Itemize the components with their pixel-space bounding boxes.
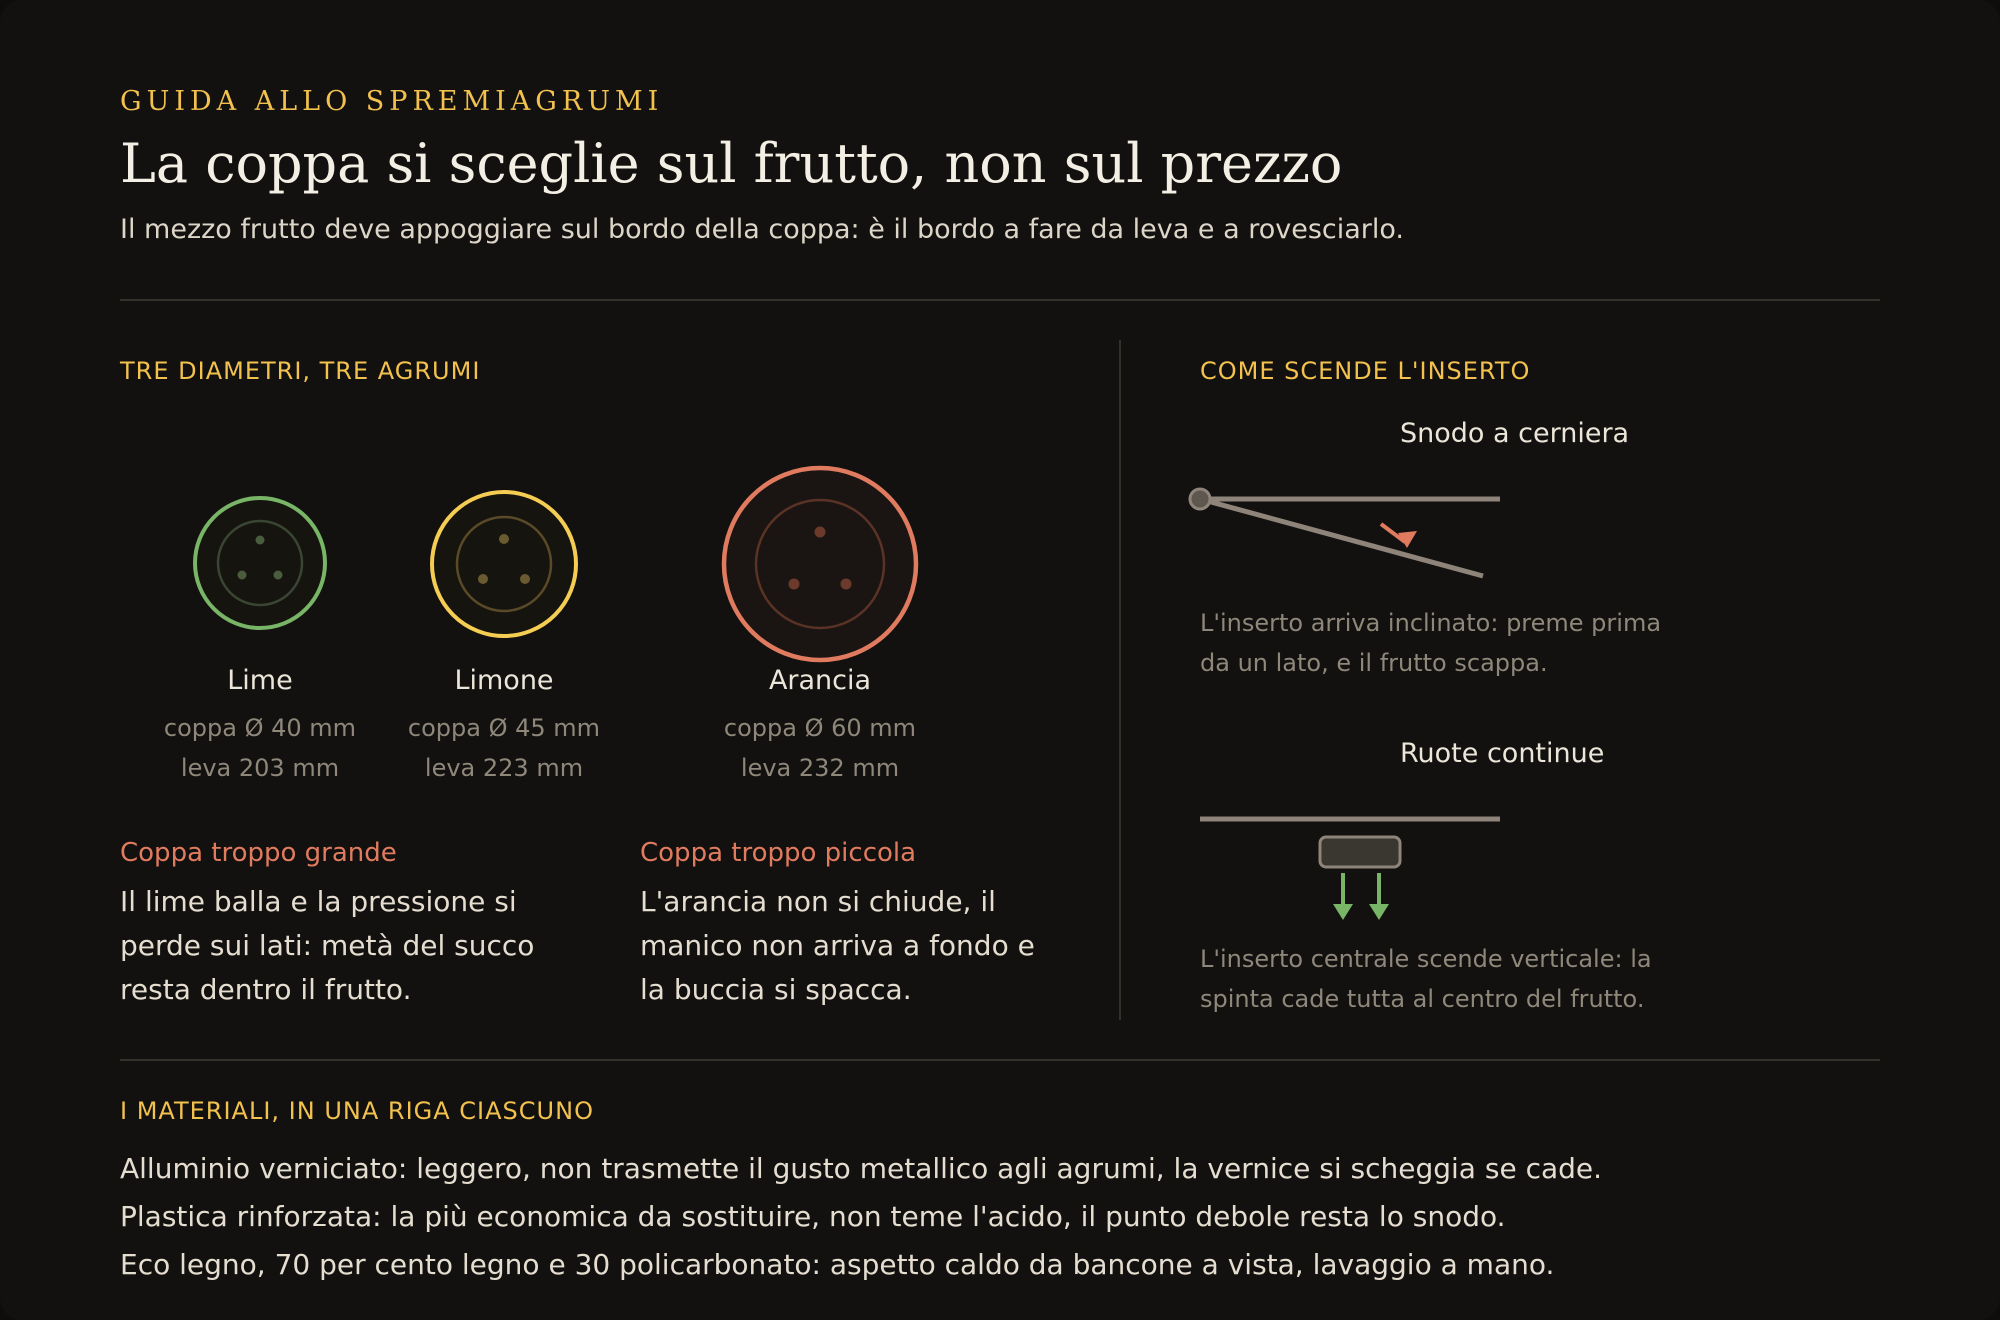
fruit-name-limone: Limone [454, 665, 554, 696]
hinge-title: Snodo a cerniera [1400, 418, 1630, 449]
lime-cup-icon [180, 490, 340, 640]
orange-cup-icon [710, 460, 930, 670]
fruit-name-lime: Lime [227, 665, 293, 696]
material-line-wood: Eco legno, 70 per cento legno e 30 policarbonato: aspetto caldo da bancone a vista, lavaggio a mano. [120, 1248, 1555, 1281]
warning-title-too-small: Coppa troppo piccola [640, 838, 917, 868]
page-title: La coppa si sceglie sul frutto, non sul prezzo [120, 132, 1343, 195]
wheels-text: L'inserto centrale scende verticale: la spinta cade tutta al centro del frutto. [1200, 945, 1652, 1013]
fruit-lever-limone: leva 223 mm [424, 754, 584, 782]
hinge-diagram [1185, 480, 1515, 580]
fruit-cup-arancia: coppa Ø 60 mm [723, 714, 917, 742]
fruit-name-arancia: Arancia [768, 665, 872, 696]
material-line-aluminium: Alluminio verniciato: leggero, non trasmette il gusto metallico agli agrumi, la vernice si scheggia se cade. [120, 1152, 1603, 1185]
fruit-lever-arancia: leva 232 mm [740, 754, 900, 782]
fruit-cup-limone: coppa Ø 45 mm [407, 714, 601, 742]
header-divider [120, 299, 1880, 301]
hinge-text: L'inserto arriva inclinato: preme prima da un lato, e il frutto scappa. [1200, 609, 1662, 677]
warning-text-too-small: L'arancia non si chiude, il manico non arriva a fondo e la buccia si spacca. [640, 885, 1035, 1006]
column-divider [1119, 340, 1121, 1020]
diameters-label: TRE DIAMETRI, TRE AGRUMI [120, 357, 481, 385]
warning-title-too-big: Coppa troppo grande [120, 838, 397, 868]
page-subtitle: Il mezzo frutto deve appoggiare sul bordo della coppa: è il bordo a fare da leva e a rovesciarlo. [120, 214, 1405, 245]
warning-text-too-big: Il lime balla e la pressione si perde sui lati: metà del succo resta dentro il frutto. [120, 885, 535, 1006]
fruit-cup-lime: coppa Ø 40 mm [163, 714, 357, 742]
material-line-plastic: Plastica rinforzata: la più economica da sostituire, non teme l'acido, il punto debole resta lo snodo. [120, 1200, 1506, 1233]
wheels-title: Ruote continue [1400, 738, 1605, 769]
fruit-lever-lime: leva 203 mm [180, 754, 340, 782]
insert-label: COME SCENDE L'INSERTO [1200, 357, 1531, 385]
wheels-diagram [1195, 810, 1515, 930]
lemon-cup-icon [424, 484, 584, 644]
kicker: GUIDA ALLO SPREMIAGRUMI [120, 86, 664, 117]
materials-divider [120, 1059, 1880, 1061]
materials-label: I MATERIALI, IN UNA RIGA CIASCUNO [120, 1097, 594, 1125]
